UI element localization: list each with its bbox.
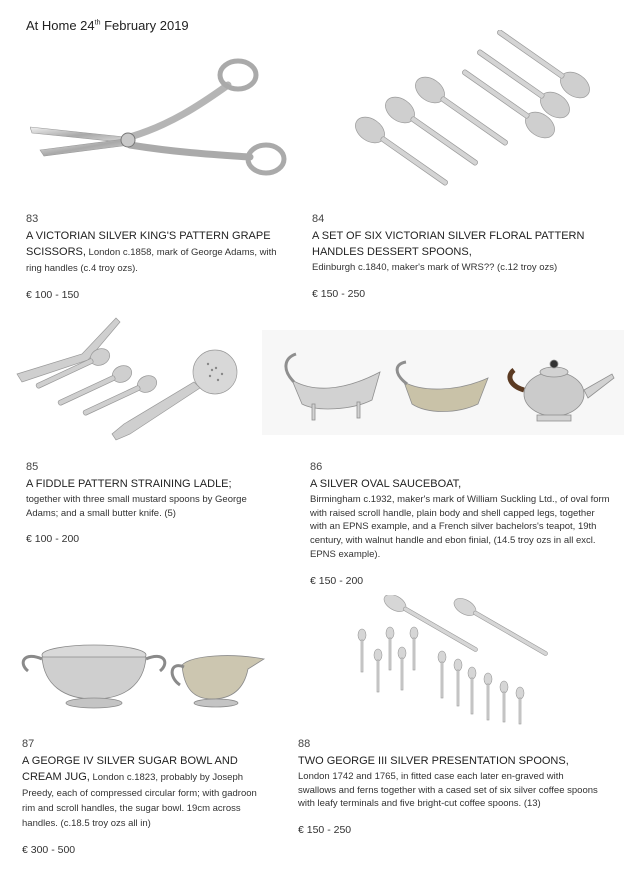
lot-estimate: € 100 - 150 [26,289,80,302]
presentation-spoons-image [350,595,565,725]
lot-number: 83 [26,213,39,225]
dessert-spoons-image [355,30,595,215]
sugar-bowl-jug-image [12,625,274,715]
lot-estimate: € 300 - 500 [22,844,76,857]
sauceboat-teapot-image [262,330,624,435]
lot-description: London c.1823, probably by Joseph Preedy, each of compressed circular form; with gadroon rim and scroll handles, the sugar bowl. 19cm across handles. (c.18.5 troy ozs all in) [22,771,257,830]
lot-number: 87 [22,738,35,750]
lot-description: London 1742 and 1765, in fitted case each later en-graved with swallows and ferns together with a cased set of six silver coffee spoons with leafy terminals and five bright-cut coffee spoons. (13) [298,770,598,810]
lot-number: 85 [26,461,39,473]
header-sup: th [94,19,101,27]
lot-title: A GEORGE IV SILVER SUGAR BOWL AND CREAM JUG, [22,754,238,783]
straining-ladle-image [12,312,247,452]
lot-86 [310,460,610,589]
lot-title: A FIDDLE PATTERN STRAINING LADLE; [26,477,232,490]
lot-number: 84 [312,213,325,225]
lot-title: A VICTORIAN SILVER KING'S PATTERN GRAPE SCISSORS, [26,229,271,258]
lot-description: London c.1858, mark of George Adams, with ring handles (c.4 troy ozs). [26,246,277,274]
lot-estimate: € 100 - 200 [26,533,80,546]
lot-number: 88 [298,738,311,750]
lot-88 [298,737,598,838]
lot-estimate: € 150 - 250 [312,287,366,300]
lot-estimate: € 150 - 200 [310,574,364,587]
header-suffix: February 2019 [100,18,189,33]
lot-84 [312,212,612,302]
lot-83 [26,212,288,303]
lot-number: 86 [310,461,323,473]
page-header [26,18,189,33]
grape-scissors-image [30,55,290,185]
lot-estimate: € 150 - 250 [298,824,352,837]
lot-description: Birmingham c.1932, maker's mark of William Suckling Ltd., of oval form with raised scroll handle, plain body and shell capped legs, together with an EPNS example, and a French silver bachelors's teapot, 19th century, with walnut handle and ebon finial, (14.5 troy ozs in all excl. EPNS example). [310,493,610,560]
lot-87 [22,737,270,859]
header-prefix: At Home 24 [26,18,95,33]
lot-title: A SILVER OVAL SAUCEBOAT, [310,477,462,490]
lot-title: TWO GEORGE III SILVER PRESENTATION SPOONS, [298,754,569,767]
lot-title: A SET OF SIX VICTORIAN SILVER FLORAL PATTERN HANDLES DESSERT SPOONS, [312,229,585,258]
lot-description: Edinburgh c.1840, maker's mark of WRS?? (c.12 troy ozs) [312,261,558,273]
lot-85 [26,460,266,548]
lot-description: together with three small mustard spoons by George Adams; and a small butter knife. (5) [26,493,247,519]
